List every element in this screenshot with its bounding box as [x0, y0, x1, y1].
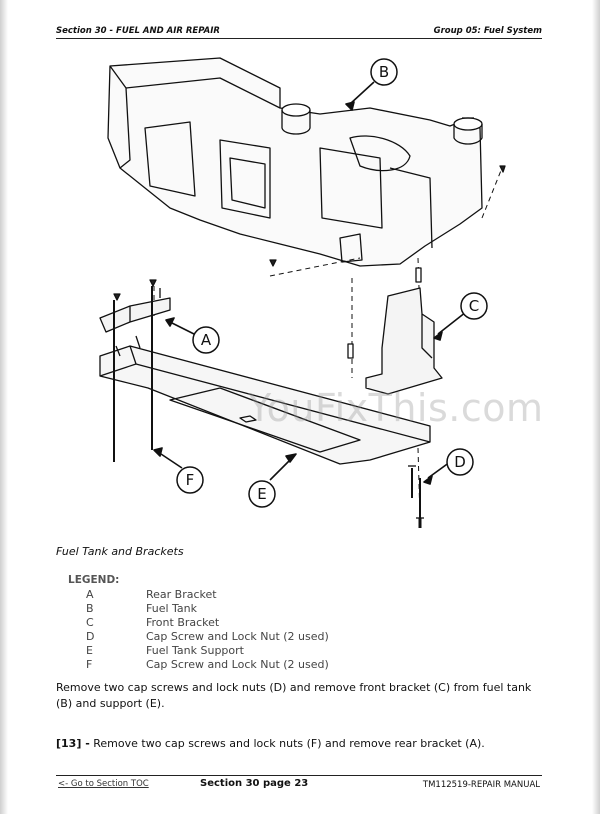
callout-e [249, 481, 275, 507]
instruction-paragraph: Remove two cap screws and lock nuts (D) and remove front bracket (C) from fuel tank (B) and support (E). [56, 681, 532, 710]
legend-item [86, 588, 329, 602]
header-section-title: Section 30 - FUEL AND AIR REPAIR [56, 26, 220, 36]
legend-item [86, 616, 329, 630]
legend-item [86, 630, 329, 644]
callout-f [177, 467, 203, 493]
footer-rule [56, 775, 542, 776]
page-number: Section 30 page 23 [200, 778, 309, 789]
legend-item [86, 644, 329, 658]
legend-value: Front Bracket [146, 616, 220, 629]
legend-key: F [86, 658, 93, 671]
figure-caption: Fuel Tank and Brackets [56, 545, 184, 558]
callout-b [371, 59, 397, 85]
step-text: Remove two cap screws and lock nuts (F) and remove rear bracket (A). [89, 737, 485, 750]
manual-id: TM112519-REPAIR MANUAL [422, 780, 540, 790]
legend-value: Fuel Tank [146, 602, 197, 615]
rear-bracket-shape [100, 298, 170, 332]
front-bracket-shape [366, 288, 442, 394]
callout-d [447, 449, 473, 475]
legend-key: C [86, 616, 94, 629]
svg-text:D: D [454, 453, 466, 471]
page-edge-left [0, 0, 8, 814]
callout-c [461, 293, 487, 319]
legend-item [86, 658, 329, 672]
svg-text:F: F [185, 471, 195, 489]
step-number: [13] - [56, 737, 90, 750]
watermark-text: YouFixThis.com [248, 386, 544, 430]
legend-value: Cap Screw and Lock Nut (2 used) [146, 630, 329, 643]
step-13-paragraph [56, 736, 540, 752]
legend-item [86, 602, 329, 616]
section-toc-link[interactable]: <- Go to Section TOC [58, 779, 149, 789]
legend-value: Cap Screw and Lock Nut (2 used) [146, 658, 329, 671]
fuel-tank-shape [108, 58, 482, 266]
callout-a [193, 327, 219, 353]
legend-key: E [86, 644, 93, 657]
legend-title: LEGEND: [68, 574, 120, 586]
svg-text:A: A [200, 331, 212, 349]
page-edge-right [592, 0, 600, 814]
legend-value: Rear Bracket [146, 588, 217, 601]
header-rule [56, 38, 542, 39]
header-group-title: Group 05: Fuel System [433, 26, 542, 36]
svg-text:E: E [257, 485, 267, 503]
legend-list [86, 588, 329, 672]
legend-key: D [86, 630, 95, 643]
svg-text:C: C [468, 297, 480, 315]
fuel-tank-exploded-diagram [70, 48, 590, 538]
legend-key: B [86, 602, 94, 615]
legend-key: A [86, 588, 94, 601]
legend-value: Fuel Tank Support [146, 644, 244, 657]
svg-text:B: B [378, 63, 390, 81]
screw-d-shape [408, 466, 416, 498]
